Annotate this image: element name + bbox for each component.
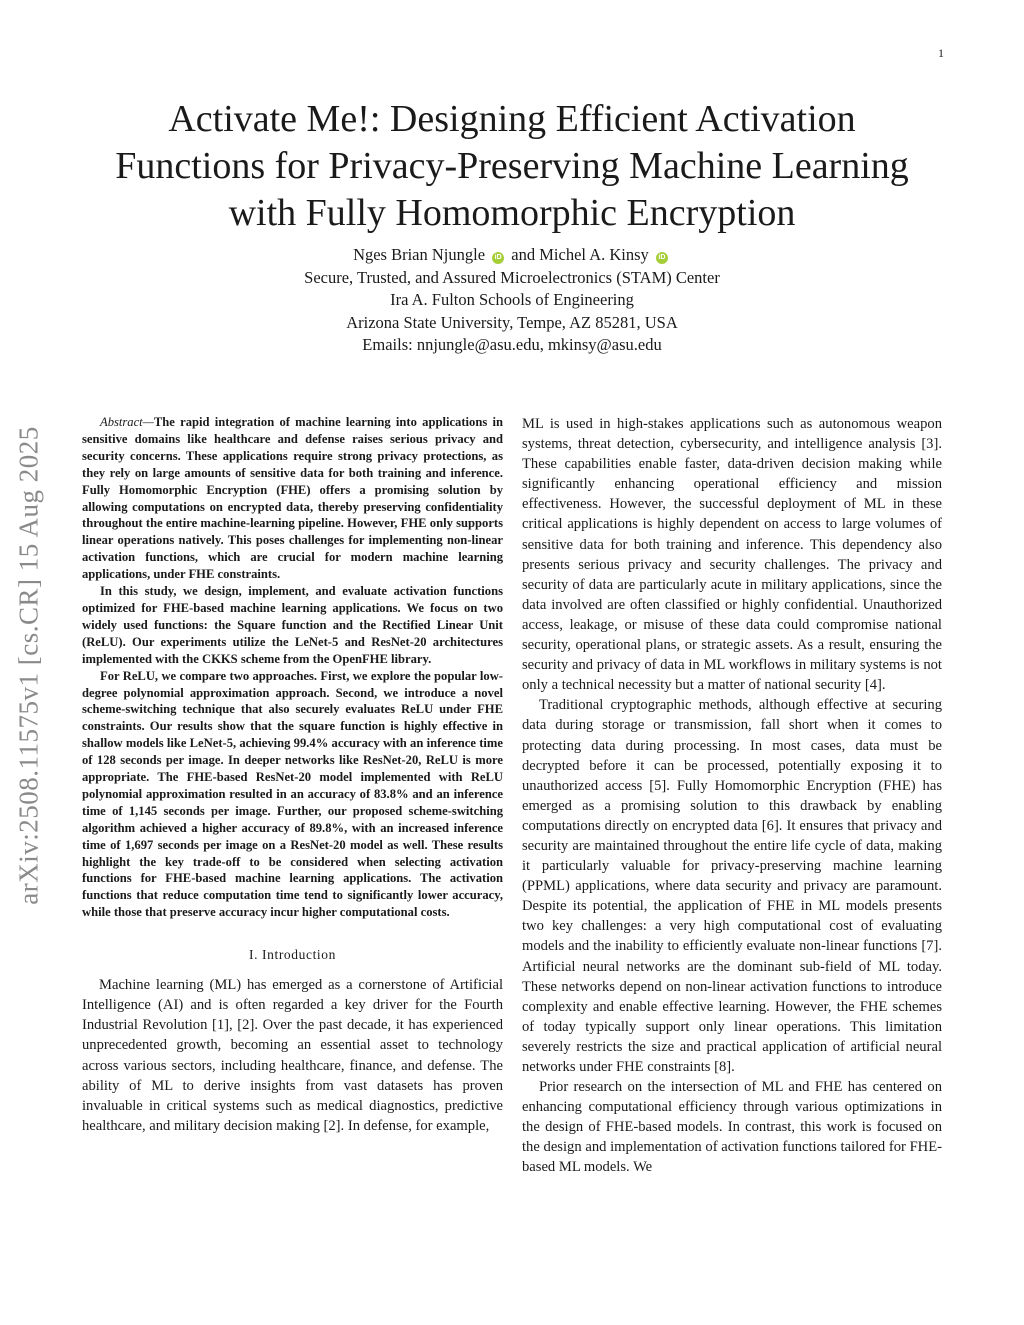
orcid-icon[interactable]: iD — [656, 252, 668, 264]
affiliation-university: Arizona State University, Tempe, AZ 85281, USA — [346, 312, 678, 332]
left-column — [82, 414, 503, 1136]
paper-title-line-2: Functions for Privacy-Preserving Machine Learning — [115, 145, 909, 187]
author-name-2: Michel A. Kinsy — [539, 245, 649, 264]
author-name-1: Nges Brian Njungle — [353, 245, 486, 264]
paper-title-line-3: with Fully Homomorphic Encryption — [228, 192, 796, 234]
abstract-paragraph-2: In this study, we design, implement, and evaluate activation functions optimized for FHE-based machine learning applications. We focus on two widely used functions: the Square function and the Rectified Linear Unit (ReLU). Our experiments utilize the LeNet-5 and ResNet-20 architectures implemented with the CKKS scheme from the OpenFHE library. — [82, 584, 503, 666]
author-conjunction: and — [511, 245, 536, 264]
body-paragraph-prior-research: Prior research on the intersection of ML and FHE has centered on enhancing computational efficiency through various optimizations in the design of FHE-based models. In contrast, this work is focused on the design and implementation of activation functions tailored for FHE-based ML models. We — [522, 1079, 942, 1176]
abstract-paragraph-1-text: The rapid integration of machine learning into applications in sensitive domains like healthcare and defense raises serious privacy and security concerns. These applications require strong privacy protections, as they rely on large amounts of sensitive data for both training and inference. Fully Homomorphic Encryption (FHE) offers a promising solution by allowing computations on encrypted data, thereby preserving confidentiality throughout the entire machine-learning pipeline. However, FHE only supports linear operations natively. This poses challenges for implementing non-linear activation functions, which are crucial for modern machine learning applications, under FHE constraints. — [82, 415, 503, 582]
arxiv-identifier-stamp — [6, 370, 52, 960]
abstract-label: Abstract— — [100, 415, 154, 429]
paper-title — [60, 96, 964, 237]
body-paragraph-continued: ML is used in high-stakes applications such as autonomous weapon systems, threat detection, cybersecurity, and intelligence analysis [3]. These capabilities enable faster, data-driven decision making while significantly enhancing operational efficiency and mission effectiveness. However, the successful deployment of ML in these critical applications is highly dependent on access to large volumes of sensitive data for both training and inference. This dependency also presents serious privacy and security challenges. The privacy and security of data are particularly acute in military applications, since the data involved are often classified or highly confidential. Unauthorized access, leakage, or misuse of these data could compromise national security, operational plans, or strategic assets. As a result, ensuring the security and privacy of data in ML workflows in military systems is not only a technical necessity but a matter of national security [4]. — [522, 416, 942, 694]
abstract-paragraph-3: For ReLU, we compare two approaches. First, we explore the popular low-degree polynomial approximation approach. Second, we introduce a novel scheme-switching technique that also securely evaluates ReLU under FHE constraints. Our results show that the square function is highly effective in shallow models like LeNet-5, achieving 99.4% accuracy with an inference time of 128 seconds per image. In deeper networks like ResNet-20, ReLU is more appropriate. The FHE-based ResNet-20 model implemented with ReLU polynomial approximation resulted in an accuracy of 83.8% and an inference time of 1,145 seconds per image. Further, our proposed scheme-switching algorithm achieved a higher accuracy of 89.8%, with an increased inference time of 1,697 seconds per image on a ResNet-20 model as well. These results highlight the key trade-off to be considered when selecting activation functions for FHE-based machine learning applications. The activation functions that reduce computation time tend to significantly lower accuracy, while those that preserve accuracy incur higher computational costs. — [82, 668, 503, 920]
author-block — [60, 244, 964, 357]
body-paragraph-cryptographic-methods: Traditional cryptographic methods, although effective at securing data during storage or transmission, fall short when it comes to protecting data during processing. In most cases, data must be decrypted before it can be processed, potentially exposing it to unauthorized access [5]. Fully Homomorphic Encryption (FHE) has emerged as a promising solution to this drawback by enabling computations directly on encrypted data [6]. It ensures that privacy and security are maintained throughout the entire life cycle of data, making it particularly valuable for privacy-preserving machine learning (PPML) applications, where data security and privacy are paramount. Despite its potential, the application of FHE in ML models presents two key challenges: a very high computational cost of evaluating models and the inability to efficiently evaluate non-linear functions [7]. Artificial neural networks are the dominant sub-field of ML today. These networks depend on non-linear activation functions to introduce complexity and enable effective learning. However, the FHE schemes of today typically support only linear operations. This limitation severely restricts the size and practical application of artificial neural networks under FHE constraints [8]. — [522, 697, 942, 1075]
arxiv-identifier-text: arXiv:2508.11575v1 [cs.CR] 15 Aug 2025 — [13, 425, 44, 905]
author-emails: Emails: nnjungle@asu.edu, mkinsy@asu.edu — [362, 335, 662, 354]
affiliation-center: Secure, Trusted, and Assured Microelectronics (STAM) Center — [304, 267, 720, 287]
paper-title-line-1: Activate Me!: Designing Efficient Activation — [168, 98, 856, 140]
abstract — [82, 414, 503, 921]
introduction-section — [82, 975, 503, 1136]
author-line — [60, 244, 964, 267]
orcid-icon[interactable]: iD — [492, 252, 504, 264]
right-column — [522, 414, 942, 1178]
page-number: 1 — [938, 46, 944, 60]
abstract-paragraph-1 — [82, 414, 503, 583]
section-heading-introduction: I. Introduction — [249, 947, 336, 963]
affiliation-school: Ira A. Fulton Schools of Engineering — [390, 290, 634, 309]
introduction-paragraph-1: Machine learning (ML) has emerged as a cornerstone of Artificial Intelligence (AI) and is often regarded a key driver for the Fourth Industrial Revolution [1], [2]. Over the past decade, it has experienced unprecedented growth, becoming an essential asset to technology across various sectors, including healthcare, finance, and defense. The ability of ML to derive insights from vast datasets has proven invaluable in critical systems such as medical diagnostics, predictive healthcare, and military decision making [2]. In defense, for example, — [82, 977, 503, 1134]
